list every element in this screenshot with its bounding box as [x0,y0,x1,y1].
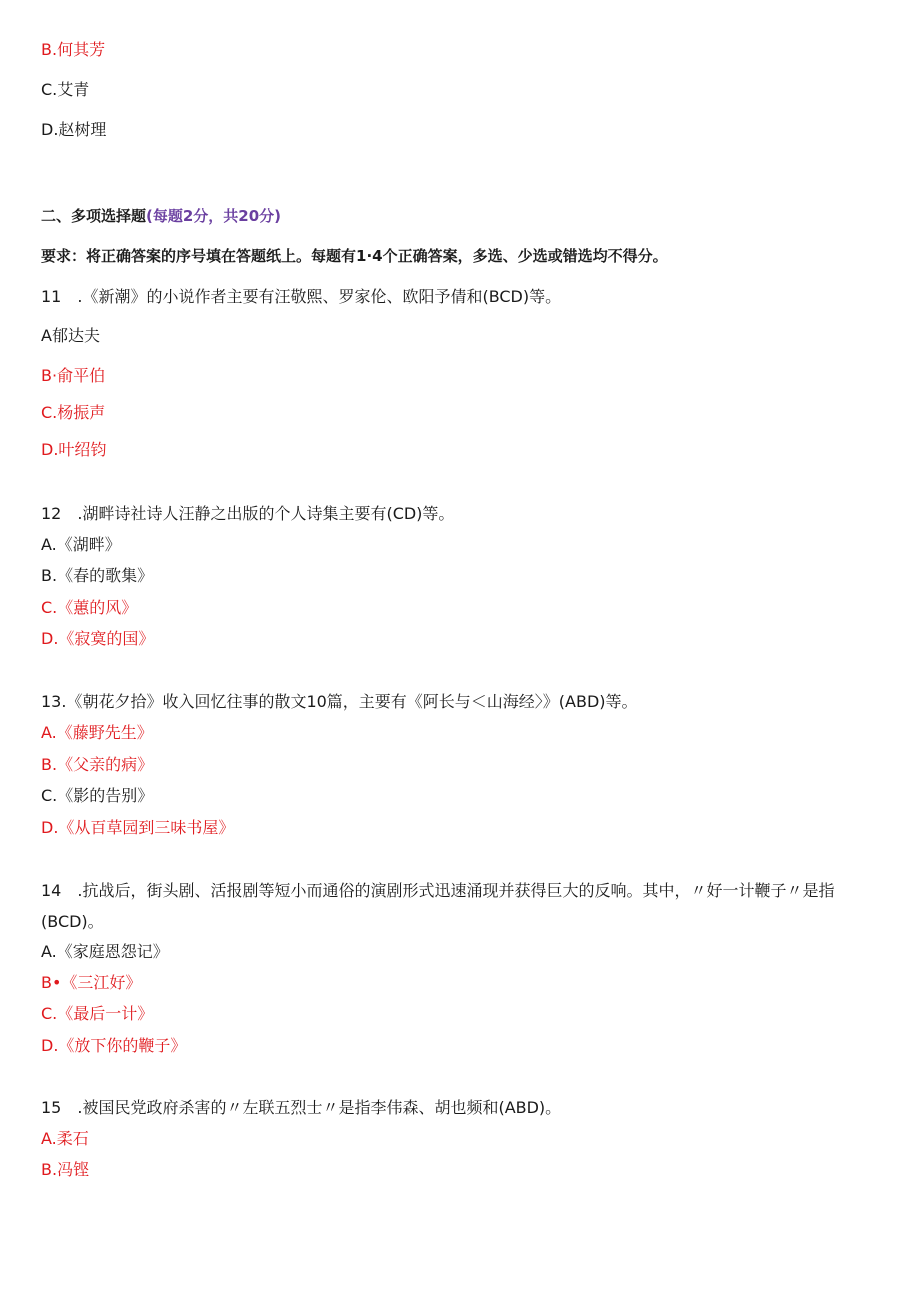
question-12-option-b: B.《春的歌集》 [41,566,154,585]
question-13-option-a: A.《藤野先生》 [41,723,153,742]
question-13-option-d: D.《从百草园到三味书屋》 [41,818,235,837]
question-11-option-d: D.叶绍钧 [41,440,107,459]
question-13-option-b: B.《父亲的病》 [41,755,154,774]
question-15-option-b: B.冯铿 [41,1160,90,1179]
question-11-option-c: C.杨振声 [41,403,106,422]
question-15-text: 15 .被国民党政府杀害的〃左联五烈士〃是指李伟森、胡也频和(ABD)。 [41,1098,562,1117]
section-score-note: (每题2分，共20分) [146,207,282,225]
question-13-option-c: C.《影的告别》 [41,786,154,805]
question-12-option-d: D.《寂寞的国》 [41,629,155,648]
question-15-option-a: A.柔石 [41,1129,89,1148]
question-14-option-a: A.《家庭恩怨记》 [41,942,169,961]
question-14-text: 14 .抗战后，街头剧、活报剧等短小而通俗的演剧形式迅速涌现并获得巨大的反响。其中，〃好一计鞭子〃是指(BCD)。 [41,881,835,931]
option-d: D.赵树理 [41,120,107,139]
question-12-option-c: C.《蕙的风》 [41,598,138,617]
question-14-option-d: D.《放下你的鞭子》 [41,1036,187,1055]
section-heading [41,206,281,226]
question-12-option-a: A.《湖畔》 [41,535,121,554]
section-title: 二、多项选择题 [41,207,147,225]
option-b: B.何其芳 [41,40,106,59]
question-13-text: 13.《朝花夕拾》收入回忆往事的散文10篇，主要有《阿长与＜山海经〉》(ABD)等。 [41,692,638,711]
question-14-option-c: C.《最后一计》 [41,1004,154,1023]
section-requirement: 要求：将正确答案的序号填在答题纸上。每题有1·4个正确答案，多选、少选或错选均不得分。 [41,247,668,265]
question-11-option-b: B·俞平伯 [41,366,106,385]
question-14-option-b: B•《三江好》 [41,973,142,992]
question-12-text: 12 .湖畔诗社诗人汪静之出版的个人诗集主要有(CD)等。 [41,504,455,523]
question-11-option-a: A郁达夫 [41,326,100,345]
question-11-text: 11 .《新潮》的小说作者主要有汪敬熙、罗家伦、欧阳予倩和(BCD)等。 [41,287,562,306]
option-c: C.艾青 [41,80,90,99]
